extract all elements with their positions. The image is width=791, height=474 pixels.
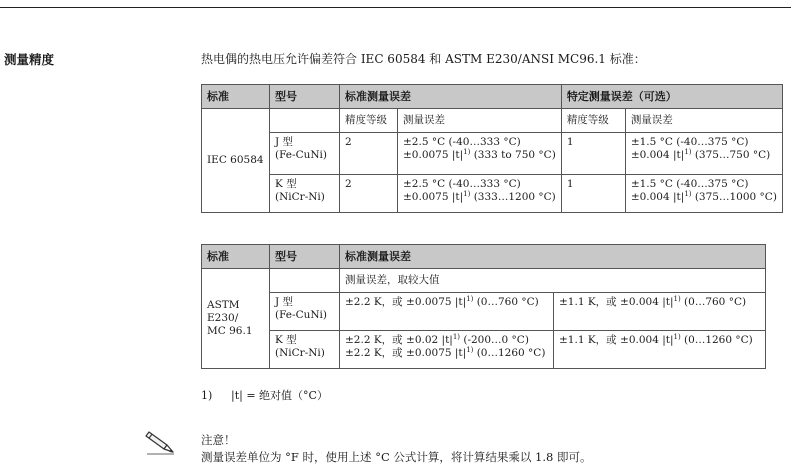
header-standard: 标准: [202, 85, 270, 109]
standard-line: MC 96.1: [207, 325, 253, 337]
error-cell: [625, 175, 782, 213]
header-standard-error: 标准测量误差: [340, 245, 766, 269]
error-text: ±1.1 K，或 ±0.004 |t|: [559, 296, 674, 308]
error-text: ±2.2 K，或 ±0.0075 |t|: [345, 347, 467, 359]
error-text: ±0.0075 |t|: [403, 149, 464, 161]
error-range: (333…1200 °C): [470, 191, 556, 203]
footnote-ref: 1): [463, 148, 471, 156]
section-title: 测量精度: [4, 52, 55, 67]
header-standard-error: 标准测量误差: [340, 85, 562, 109]
header-type: 型号: [270, 85, 340, 109]
header-special-error: 特定测量误差（可选）: [561, 85, 782, 109]
header-standard: 标准: [202, 245, 270, 269]
error-cell: [625, 133, 782, 175]
type-material: (NiCr-Ni): [275, 191, 325, 203]
intro-text: 热电偶的热电压允许偏差符合 IEC 60584 和 ASTM E230/ANSI MC96.1 标准：: [201, 52, 646, 66]
footnote-ref: 1): [466, 346, 474, 354]
error-text: ±2.2 K，或 ±0.0075 |t|: [345, 296, 467, 308]
subheader-error: 测量误差: [398, 109, 562, 133]
type-material: (Fe-CuNi): [275, 309, 328, 321]
error-line: ±1.5 °C (-40…375 °C): [630, 178, 749, 190]
error-line: [631, 149, 777, 162]
error-text: ±0.004 |t|: [630, 191, 685, 203]
empty-cell: [270, 109, 340, 133]
note-title: 注意！: [201, 433, 236, 447]
header-type: 型号: [270, 245, 340, 269]
subheader-class: 精度等级: [340, 109, 398, 133]
type-cell: [270, 175, 340, 213]
type-material: (Fe-CuNi): [275, 149, 328, 161]
error-line: ±1.5 °C (-40…375 °C): [630, 136, 749, 148]
top-rule: [0, 7, 791, 8]
pencil-note-icon: [143, 428, 177, 456]
type-cell: [270, 133, 340, 175]
error-line: [403, 191, 556, 204]
type-name: J 型: [275, 296, 294, 308]
error-line: [403, 149, 556, 162]
table-subheader-row: [202, 109, 783, 133]
type-cell: [270, 293, 340, 331]
error-cell: [554, 293, 766, 331]
footnote-ref: 1): [673, 333, 681, 341]
footnote: [201, 387, 328, 403]
error-cell: [340, 293, 554, 331]
footnote-ref: 1): [452, 333, 461, 341]
iec-accuracy-table: [201, 84, 783, 213]
type-name: J 型: [275, 136, 294, 148]
error-text: ±1.1 K，或 ±0.004 |t|: [559, 334, 674, 346]
table-row: [202, 293, 766, 331]
table-header-row: [202, 85, 783, 109]
footnote-ref: 1): [466, 295, 474, 303]
class-cell: 2: [340, 133, 398, 175]
standard-cell: [202, 269, 270, 369]
error-range: (0…1260 °C): [473, 347, 546, 359]
table-subheader-row: [202, 269, 766, 293]
footnote-text: |t| = 绝对值（°C）: [231, 389, 328, 402]
footnote-ref: 1): [684, 190, 692, 198]
error-text: ±2.2 K，或 ±0.02 |t|: [345, 334, 453, 346]
error-line: [345, 347, 548, 360]
error-line: ±2.5 °C (-40…333 °C): [403, 178, 521, 190]
error-range: (-200…0 °C): [460, 334, 529, 346]
footnote-ref: 1): [463, 190, 471, 198]
error-cell: [398, 175, 562, 213]
error-range: (375…750 °C): [691, 149, 771, 161]
error-line: [559, 296, 760, 309]
error-range: (0…1260 °C): [680, 334, 753, 346]
error-line: [345, 334, 548, 347]
error-line: ±2.5 °C (-40…333 °C): [403, 136, 521, 148]
error-cell: [398, 133, 562, 175]
error-text: ±0.004 |t|: [630, 149, 685, 161]
error-cell: [554, 331, 766, 369]
class-cell: 1: [561, 133, 625, 175]
class-cell: 1: [561, 175, 625, 213]
error-line: [559, 334, 760, 347]
class-cell: 2: [340, 175, 398, 213]
table-row: [202, 175, 783, 213]
table-row: [202, 133, 783, 175]
type-name: K 型: [275, 178, 297, 190]
table-header-row: [202, 245, 766, 269]
footnote-number: 1): [201, 389, 213, 402]
standard-line: E230/: [207, 312, 239, 324]
type-name: K 型: [275, 334, 297, 346]
error-text: ±0.0075 |t|: [403, 191, 464, 203]
standard-cell: IEC 60584: [202, 109, 270, 213]
error-range: (333 to 750 °C): [470, 149, 556, 161]
error-range: (0…760 °C): [473, 296, 539, 308]
subheader-error: 测量误差: [625, 109, 782, 133]
footnote-ref: 1): [684, 148, 692, 156]
error-line: [631, 191, 777, 204]
empty-cell: [270, 269, 340, 293]
error-range: (0…760 °C): [680, 296, 747, 308]
subheader-error-larger: 测量误差，取较大值: [340, 269, 766, 293]
error-range: (375…1000 °C): [691, 191, 777, 203]
table-row: [202, 331, 766, 369]
type-material: (NiCr-Ni): [275, 347, 325, 359]
standard-line: ASTM: [207, 299, 240, 311]
astm-accuracy-table: [201, 244, 766, 369]
subheader-class: 精度等级: [561, 109, 625, 133]
type-cell: [270, 331, 340, 369]
note-text: 测量误差单位为 °F 时，使用上述 °C 公式计算，将计算结果乘以 1.8 即可。: [201, 450, 592, 464]
error-line: [345, 296, 548, 309]
footnote-ref: 1): [673, 295, 681, 303]
error-cell: [340, 331, 554, 369]
